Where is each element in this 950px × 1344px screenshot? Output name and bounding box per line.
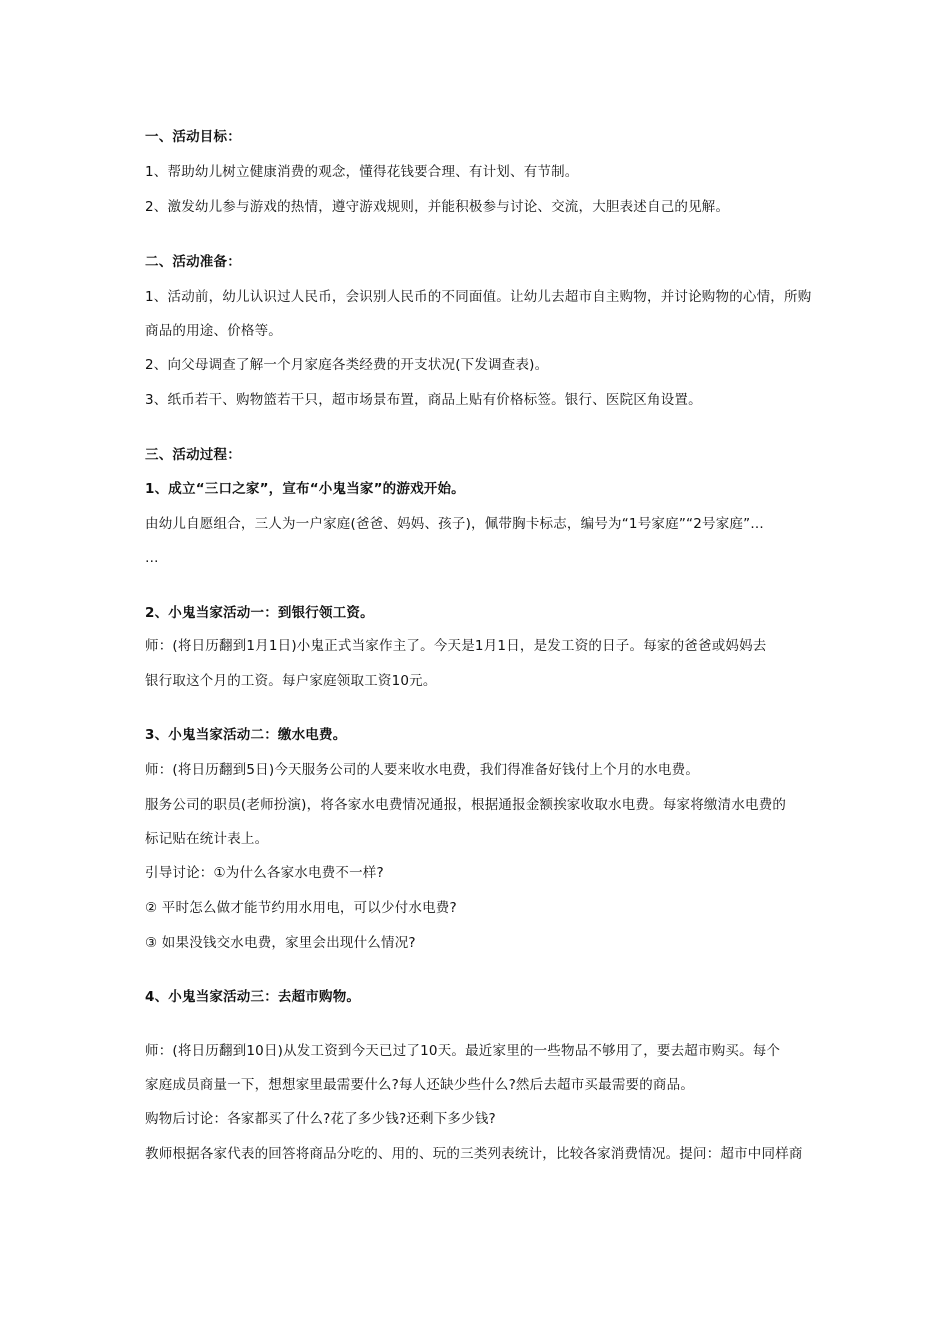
- step-2-line-1: 师：(将日历翻到1月1日)小鬼正式当家作主了。今天是1月1日，是发工资的日子。每家的爸爸或妈妈去: [145, 638, 767, 654]
- preparation-item-3: 3、纸币若干、购物篮若干只，超市场景布置，商品上贴有价格标签。银行、医院区角设置。: [145, 392, 702, 408]
- preparation-item-2: 2、向父母调查了解一个月家庭各类经费的开支状况(下发调查表)。: [145, 357, 549, 373]
- step-4-line-2: 家庭成员商量一下，想想家里最需要什么?每人还缺少些什么?然后去超市买最需要的商品。: [145, 1077, 695, 1093]
- step-3-line-5: ② 平时怎么做才能节约用水用电，可以少付水电费?: [145, 900, 457, 916]
- step-3-line-3: 标记贴在统计表上。: [145, 831, 269, 847]
- step-3-title: 3、小鬼当家活动二：缴水电费。: [145, 727, 347, 743]
- preparation-item-1-line-1: 1、活动前，幼儿认识过人民币，会识别人民币的不同面值。让幼儿去超市自主购物，并讨论购物的心情，所购: [145, 289, 812, 305]
- step-3-line-1: 师：(将日历翻到5日)今天服务公司的人要来收水电费，我们得准备好钱付上个月的水电费。: [145, 762, 700, 778]
- step-3-line-4: 引导讨论：①为什么各家水电费不一样?: [145, 865, 384, 881]
- step-1-title: 1、成立“三口之家”，宣布“小鬼当家”的游戏开始。: [145, 481, 465, 497]
- step-4-line-1: 师：(将日历翻到10日)从发工资到今天已过了10天。最近家里的一些物品不够用了，要去超市购买。每个: [145, 1043, 781, 1059]
- step-1-line-1: 由幼儿自愿组合，三人为一户家庭(爸爸、妈妈、孩子)，佩带胸卡标志，编号为“1号家庭”“2号家庭”…: [145, 516, 764, 532]
- step-1-line-2: …: [145, 550, 159, 566]
- goal-item-2: 2、激发幼儿参与游戏的热情，遵守游戏规则，并能积极参与讨论、交流，大胆表述自己的见解。: [145, 199, 730, 215]
- section-heading-goals: 一、活动目标：: [145, 129, 241, 145]
- step-2-line-2: 银行取这个月的工资。每户家庭领取工资10元。: [145, 673, 437, 689]
- section-heading-process: 三、活动过程：: [145, 447, 241, 463]
- step-4-line-3: 购物后讨论：各家都买了什么?花了多少钱?还剩下多少钱?: [145, 1111, 496, 1127]
- step-4-line-4: 教师根据各家代表的回答将商品分吃的、用的、玩的三类列表统计，比较各家消费情况。提问：超市中同样商: [145, 1146, 803, 1162]
- step-3-line-6: ③ 如果没钱交水电费，家里会出现什么情况?: [145, 935, 416, 951]
- goal-item-1: 1、帮助幼儿树立健康消费的观念，懂得花钱要合理、有计划、有节制。: [145, 164, 579, 180]
- preparation-item-1-line-2: 商品的用途、价格等。: [145, 323, 282, 339]
- step-2-title: 2、小鬼当家活动一：到银行领工资。: [145, 605, 374, 621]
- step-4-title: 4、小鬼当家活动三：去超市购物。: [145, 989, 361, 1005]
- step-3-line-2: 服务公司的职员(老师扮演)，将各家水电费情况通报，根据通报金额挨家收取水电费。每家将缴清水电费的: [145, 797, 787, 813]
- section-heading-preparation: 二、活动准备：: [145, 254, 241, 270]
